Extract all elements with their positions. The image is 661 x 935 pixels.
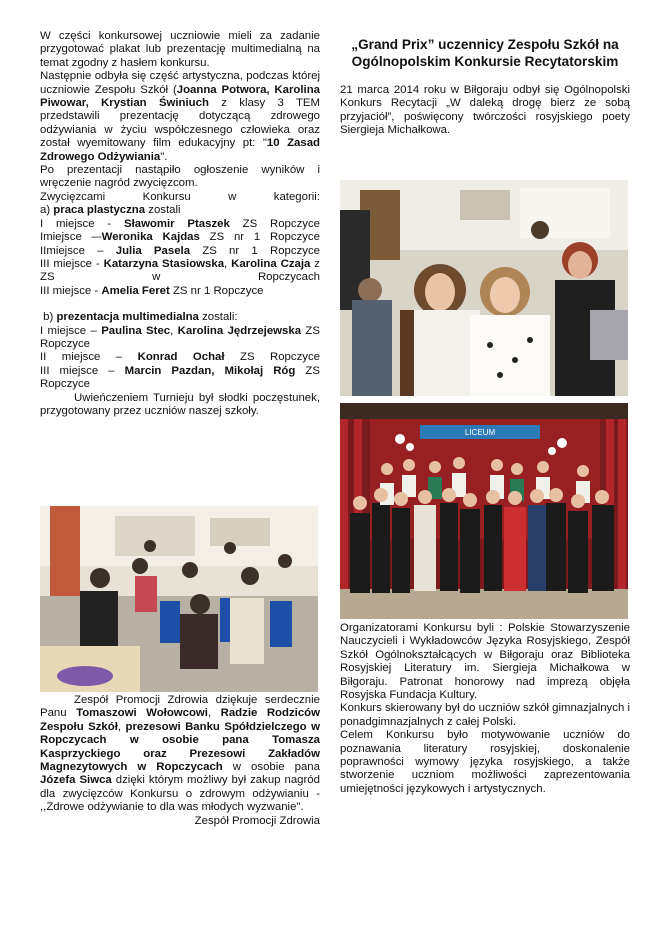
organizers-block <box>340 622 630 796</box>
winner-line: III miejsce – Marcin Pazdan, Mikołaj Róg ZS Ropczyce <box>40 364 320 391</box>
category-b-heading: b) prezentacja multimedialna zostali: <box>43 311 238 324</box>
winner-line: III miejsce - Katarzyna Stasiowska, Karolina Czaja z ZS w Ropczycach <box>40 257 320 284</box>
group-photo <box>340 403 628 619</box>
results-paragraph: Po prezentacji nastąpiło ogłoszenie wyników i wręczenie nagród zwycięzcom. <box>40 164 320 190</box>
stage-banner-text: LICEUM <box>464 428 496 437</box>
winner-line: III miejsce - Amelia Feret ZS nr 1 Ropczyce <box>40 284 264 297</box>
article-title: „Grand Prix” uczennicy Zespołu Szkół na Ogólnopolskim Konkursie Recytatorskim <box>351 37 619 69</box>
intro-paragraph: W części konkursowej uczniowie mieli za zadanie przygotować plakat lub prezentację multimedialną na temat zgodny z hasłem konkursu. <box>40 30 320 69</box>
winner-line: Imiejsce –-Weronika Kajdas ZS nr 1 Ropczyce <box>40 231 320 244</box>
audience-photo <box>40 506 318 692</box>
winner-line: I miejsce – Paulina Stec, Karolina Jędrzejewska ZS Ropczyce <box>40 324 320 350</box>
thanks-block <box>40 694 320 828</box>
winners-intro: Zwycięzcami Konkursu w kategorii: <box>40 190 320 203</box>
winners-photo <box>340 180 628 396</box>
category-a-heading: a) praca plastyczna zostali <box>40 204 181 217</box>
audience-paragraph: Konkurs skierowany był do uczniów szkół gimnazjalnych i ponadgimnazjalnych z całej Polski. <box>340 702 630 728</box>
left-column <box>40 30 320 418</box>
artistic-part-paragraph: Następnie odbyła się część artystyczna, podczas której uczniowie Zespołu Szkół (Joanna Potwora, Karolina Piwowar, Krystian Świniuch z klasy 3 TEM przedstawili prezentację dotyczącą zdrowego odżywiania w życiu współczesnego człowieka oraz został wyemitowany film edukacyjny pt: "10 Zasad Zdrowego Odżywiania". <box>40 70 320 163</box>
right-column <box>340 30 630 138</box>
winner-line: IImiejsce – Julia Pasela ZS nr 1 Ropczyce <box>40 244 320 257</box>
signature: Zespół Promocji Zdrowia <box>194 814 320 827</box>
winner-line: I miejsce - Sławomir Ptaszek ZS Ropczyce <box>40 217 321 230</box>
organizers-paragraph: Organizatorami Konkursu byli : Polskie Stowarzyszenie Nauczycieli i Wykładowców Języka Rosyjskiego, Zespół Szkół Ogólnokształcących w Biłgoraju oraz Biblioteka Rosyjskiej Literatury im. Siergieja Michałkowa w Biłgoraju. Patronat honorowy nad imprezą objęła Rosyjska Fundacja Kultury. <box>340 622 630 702</box>
winner-line: II miejsce – Konrad Ochał ZS Ropczyce <box>40 351 321 364</box>
article-intro: 21 marca 2014 roku w Biłgoraju odbył się Ogólnopolski Konkurs Recytacji „W daleką drogę bierz ze sobą przyjaciół”, poświęcony twórczości rosyjskiego poety Siergieja Michałkowa. <box>340 84 630 137</box>
closing-paragraph: Uwieńczeniem Turnieju był słodki poczęstunek, przygotowany przez uczniów naszej szkoły. <box>40 391 320 417</box>
thanks-paragraph: Zespół Promocji Zdrowia dziękuje serdecznie Panu Tomaszowi Wołowcowi, Radzie Rodziców Zespołu Szkół, prezesowi Banku Spółdzielczego w Ropczycach w osobie pana Tomasza Kasprzyckiego oraz Prezesowi Zakładów Magnezytowych w Ropczycach w osobie pana Józefa Siwca dzięki którym możliwy był zakup nagród dla zwycięzców Konkursu o zdrowym odżywianiu - ,,Zdrowe odżywianie to dla was młodych wyzwanie". <box>40 694 320 814</box>
goal-paragraph: Celem Konkursu było motywowanie uczniów do poznawania literatury rosyjskiej, doskonalenie poprawności wymowy języka rosyjskiego, a także stworzenie uczniom możliwości zaprezentowania umiejętności językowych i artystycznych. <box>340 729 630 795</box>
